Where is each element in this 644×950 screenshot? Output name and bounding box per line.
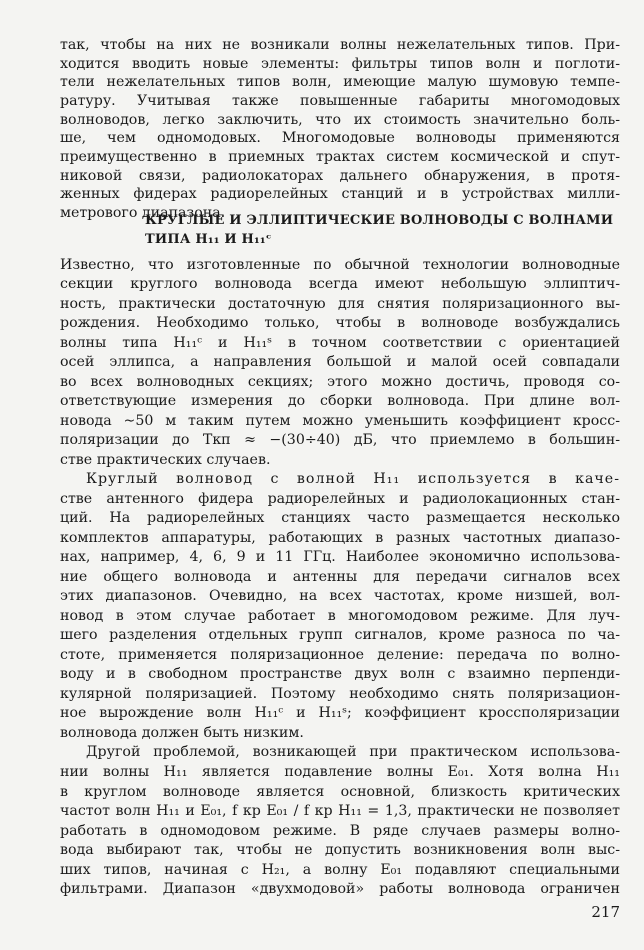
text-line: новода ∼50 м таким путем можно уменьшить коэффициент кросс- bbox=[60, 412, 620, 429]
text-line: преимущественно в приемных трактах систем космической и спут- bbox=[60, 149, 620, 165]
text-line: Другой проблемой, возникающей при практическом использова- bbox=[86, 744, 620, 761]
text-line: ходится вводить новые элементы: фильтры типов волн и поглоти- bbox=[60, 55, 620, 72]
text-line: стоте, применяется поляризационное деление: передача по волно- bbox=[60, 646, 620, 663]
text-line: женных фидерах радиорелейных станций и в устройствах милли- bbox=[60, 186, 620, 203]
text-line: нах, например, 4, 6, 9 и 11 ГГц. Наиболее экономично использова- bbox=[60, 549, 620, 566]
text-line: волноводов, легко заключить, что их стоимость значительно боль- bbox=[60, 111, 620, 128]
text-line: ние общего волновода и антенны для передачи сигналов всех bbox=[60, 568, 620, 585]
text-line: ность, практически достаточную для снятия поляризационного вы- bbox=[60, 295, 620, 312]
heading-line: КРУГЛЫЕ И ЭЛЛИПТИЧЕСКИЕ ВОЛНОВОДЫ С ВОЛНАМИ bbox=[145, 213, 614, 229]
page-number: 217 bbox=[591, 903, 620, 921]
text-line: никовой связи, радиолокаторах дальнего обнаружения, в протя- bbox=[60, 167, 620, 184]
text-line: работать в одномодовом режиме. В ряде случаев размеры волно- bbox=[60, 822, 620, 839]
text-line: ное вырождение волн H₁₁ᶜ и H₁₁ˢ; коэффициент кроссполяризации bbox=[60, 705, 620, 722]
text-line: ших типов, начиная с H₂₁, а волну E₀₁ подавляют специальными bbox=[60, 861, 620, 878]
text-line: вода выбирают так, чтобы не допустить возникновения волн выс- bbox=[60, 842, 620, 858]
text-line: воду и в свободном пространстве двух волн с взаимно перпенди- bbox=[60, 666, 620, 683]
text-line: рождения. Необходимо только, чтобы в волноводе возбуждались bbox=[60, 315, 620, 332]
text-line: метрового диапазона. bbox=[60, 205, 226, 221]
text-line: осей эллипса, а направления большой и малой осей совпадали bbox=[60, 354, 620, 371]
text-line: тели нежелательных типов волн, имеющие малую шумовую темпе- bbox=[60, 74, 620, 91]
text-line: во всех волноводных секциях; этого можно достичь, проводя со- bbox=[60, 373, 620, 390]
text-line: фильтрами. Диапазон «двухмодовой» работы волновода ограничен bbox=[60, 881, 620, 897]
text-line: поляризации до Tкп ≈ −(30÷40) дБ, что приемлемо в большин- bbox=[60, 432, 620, 449]
text-line: ответствующие измерения до сборки волновода. При длине вол- bbox=[60, 393, 620, 410]
heading-line: ТИПА H₁₁ И H₁₁ᶜ bbox=[145, 232, 272, 248]
text-line: волновода должен быть низким. bbox=[60, 724, 304, 741]
text-line: частот волн H₁₁ и E₀₁, f кр E₀₁ / f кр H₁₁ = 1,3, практически не позволяет bbox=[60, 803, 620, 819]
text-line: так, чтобы на них не возникали волны нежелательных типов. При- bbox=[60, 37, 620, 53]
text-line: комплектов аппаратуры, работающих в разных частотных диапазо- bbox=[60, 529, 620, 546]
text-line: волны типа H₁₁ᶜ и H₁₁ˢ в точном соответствии с ориентацией bbox=[60, 334, 620, 351]
text-line: ратуру. Учитывая также повышенные габариты многомодовых bbox=[60, 93, 620, 109]
text-line: Известно, что изготовленные по обычной технологии волноводные bbox=[60, 256, 620, 273]
text-line: шего разделения отдельных групп сигналов, кроме разноса по ча- bbox=[60, 627, 620, 644]
text-line: стве практических случаев. bbox=[60, 451, 271, 468]
text-line: стве антенного фидера радиорелейных и радиолокационных стан- bbox=[60, 490, 620, 507]
text-line: секции круглого волновода всегда имеют небольшую эллиптич- bbox=[60, 276, 620, 293]
text-line: ше, чем одномодовых. Многомодовые волноводы применяются bbox=[60, 130, 620, 147]
text-line: нии волны H₁₁ является подавление волны E₀₁. Хотя волна H₁₁ bbox=[60, 763, 620, 780]
text-line: Круглый волновод с волной H₁₁ используется в каче- bbox=[86, 471, 620, 488]
text-line: новод в этом случае работает в многомодовом режиме. Для луч- bbox=[60, 607, 620, 624]
text-line: ций. На радиорелейных станциях часто размещается несколько bbox=[60, 510, 620, 527]
text-line: этих диапазонов. Очевидно, на всех частотах, кроме низшей, вол- bbox=[60, 588, 620, 605]
text-line: в круглом волноводе является основной, близкость критических bbox=[60, 783, 620, 800]
text-line: кулярной поляризацией. Поэтому необходимо снять поляризацион- bbox=[60, 685, 620, 702]
